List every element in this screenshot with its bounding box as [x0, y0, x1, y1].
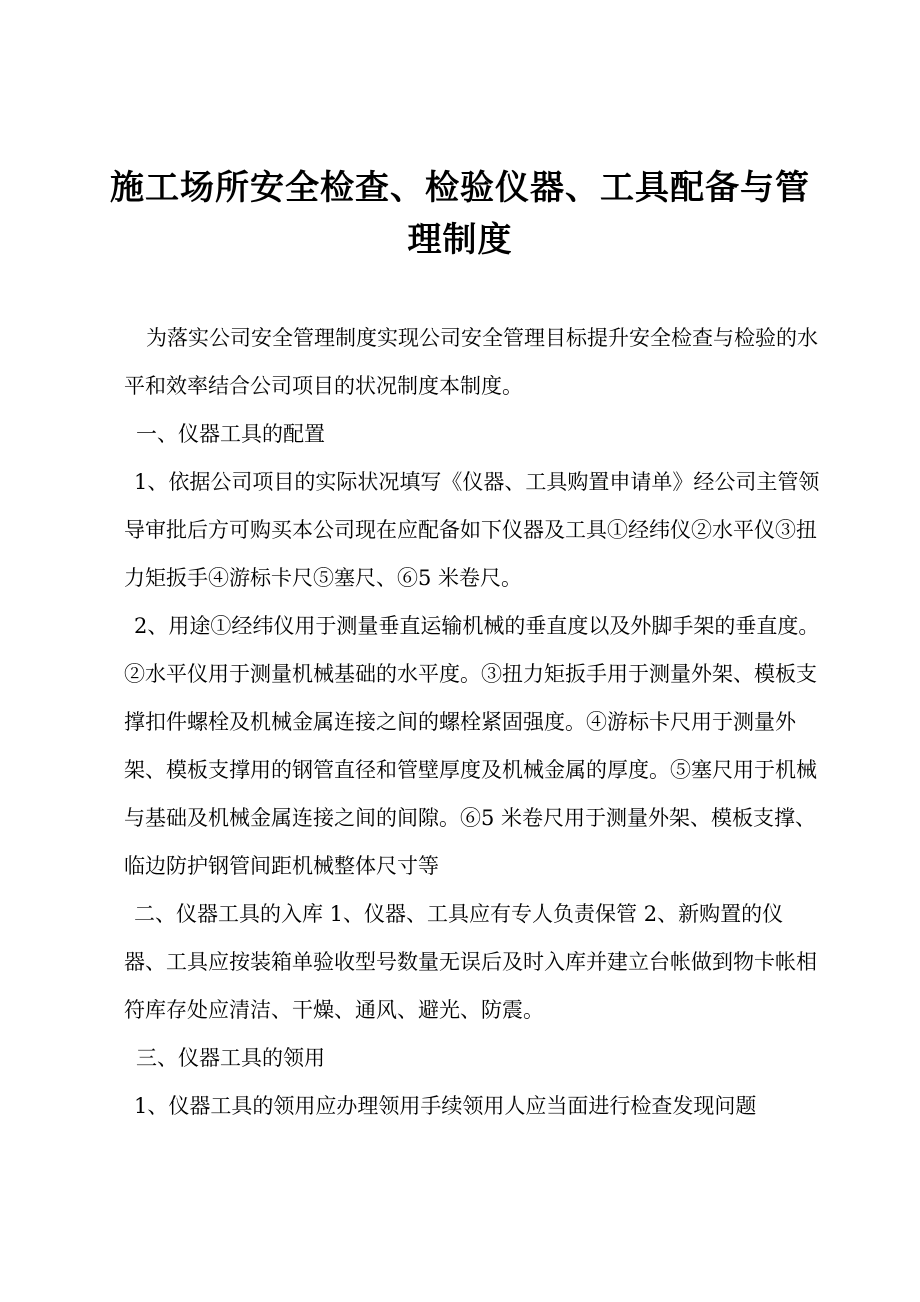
- section-3-item-1: 1、仪器工具的领用应办理领用手续领用人应当面进行检查发现问题: [134, 1094, 757, 1118]
- document-title: [100, 162, 820, 266]
- title-line-2: 理制度: [407, 220, 513, 260]
- section-1-item-1: 1、依据公司项目的实际状况填写《仪器、工具购置申请单》经公司主管领导审批后方可购买本公司现在应配备如下仪器及工具①经纬仪②水平仪③扭力矩扳手④游标卡尺⑤塞尺、⑥5 米卷尺。: [124, 470, 820, 590]
- title-line-1: 施工场所安全检查、检验仪器、工具配备与管: [110, 168, 810, 208]
- section-3-heading: 三、仪器工具的领用: [136, 1046, 325, 1070]
- document-body: [124, 314, 824, 1130]
- intro-paragraph: 为落实公司安全管理制度实现公司安全管理目标提升安全检查与检验的水平和效率结合公司项目的状况制度本制度。: [124, 326, 818, 398]
- section-1-heading: 一、仪器工具的配置: [136, 422, 325, 446]
- section-2-paragraph: 二、仪器工具的入库 1、仪器、工具应有专人负责保管 2、新购置的仪器、工具应按装箱单验收型号数量无误后及时入库并建立台帐做到物卡帐相符库存处应清洁、干燥、通风、避光、防震。: [124, 902, 817, 1022]
- section-1-item-2: 2、用途①经纬仪用于测量垂直运输机械的垂直度以及外脚手架的垂直度。②水平仪用于测量机械基础的水平度。③扭力矩扳手用于测量外架、模板支撑扣件螺栓及机械金属连接之间的螺栓紧固强度。④游标卡尺用于测量外架、模板支撑用的钢管直径和管壁厚度及机械金属的厚度。⑤塞尺用于机械与基础及机械金属连接之间的间隙。⑥5 米卷尺用于测量外架、模板支撑、临边防护钢管间距机械整体尺寸等: [124, 614, 820, 878]
